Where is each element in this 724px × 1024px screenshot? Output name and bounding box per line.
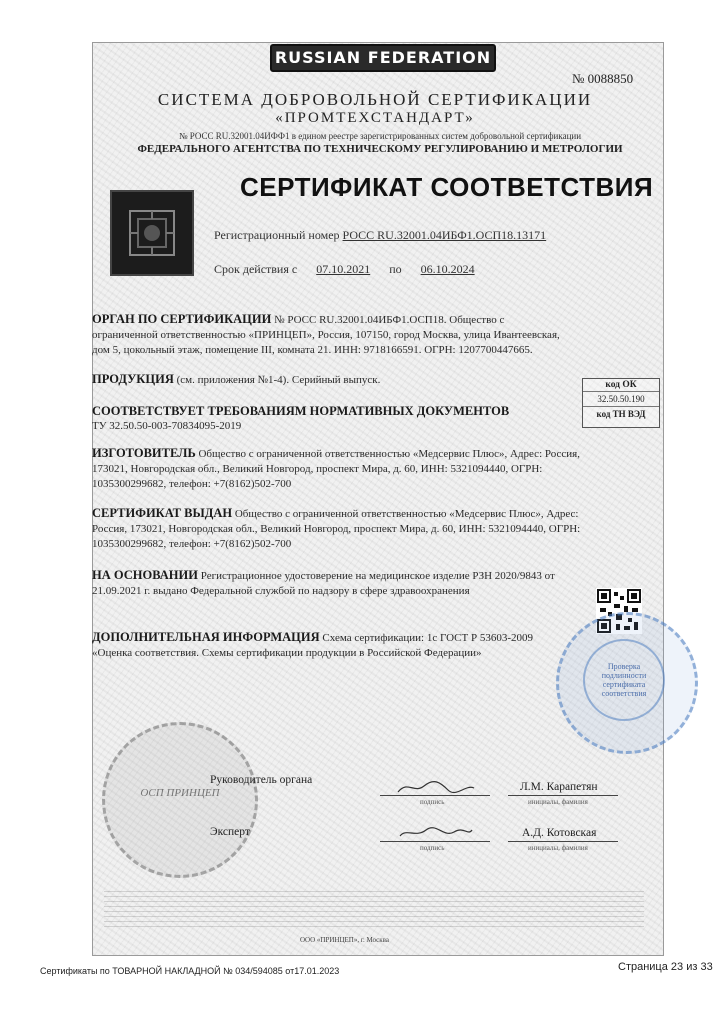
certificate-title: СЕРТИФИКАТ СООТВЕТСТВИЯ <box>240 172 654 202</box>
certification-body-seal <box>102 722 258 878</box>
system-registry-note: № РОСС RU.32001.04ИФФ1 в едином реестре зарегистрированных систем добровольной сертификации <box>178 131 582 141</box>
section-product-heading: ПРОДУКЦИЯ <box>92 372 174 386</box>
system-name: «ПРОМТЕХСТАНДАРТ» <box>275 110 475 126</box>
section-product-text: (см. приложения №1-4). Серийный выпуск. <box>176 374 381 386</box>
section-manufacturer-heading: ИЗГОТОВИТЕЛЬ <box>92 446 196 460</box>
fine-print-notice <box>104 887 644 927</box>
section-additional-text: Схема сертификации: 1с ГОСТ Р 53603-2009 «Оценка соответствия. Схемы сертификации продукции в Российской Федерации» <box>92 632 533 659</box>
section-conformity-text: ТУ 32.50.50-003-70834095-2019 <box>92 420 242 432</box>
section-additional <box>92 630 562 661</box>
head-name-caption: инициалы, фамилия <box>528 798 588 806</box>
section-issued-to <box>92 506 612 552</box>
system-title: СИСТЕМА ДОБРОВОЛЬНОЙ СЕРТИФИКАЦИИ <box>157 90 593 109</box>
okpd-label: код ОК <box>583 379 659 392</box>
section-manufacturer <box>92 446 612 492</box>
registration-label: Регистрационный номер <box>214 228 340 242</box>
section-conformity <box>92 404 562 434</box>
head-name: Л.М. Карапетян <box>520 781 598 793</box>
expert-signature-caption: подпись <box>420 844 445 852</box>
validity-to-label: по <box>389 262 402 276</box>
section-manufacturer-text: Общество с ограниченной ответственностью «Медсервис Плюс», Адрес: Россия, 173021, Новгородская обл., Великий Новгород, проспект Мира, д. 60, ИНН: 5321094440, ОГРН: 1035300299682, телефон: +7(8162)502-700 <box>92 448 580 490</box>
agency-name: ФЕДЕРАЛЬНОГО АГЕНТСТВА ПО ТЕХНИЧЕСКОМУ РЕГУЛИРОВАНИЮ И МЕТРОЛОГИИ <box>137 143 623 155</box>
section-issued-to-text: Общество с ограниченной ответственностью «Медсервис Плюс», Адрес: Россия, 173021, Новгородская обл., Великий Новгород, проспект Мира, д. 60, ИНН: 5321094440, ОГРН: 1035300299682, телефон: +7(8162)502-700 <box>92 508 581 550</box>
registration-number <box>214 228 546 243</box>
head-signature-scribble <box>396 778 476 796</box>
verification-stamp <box>556 612 698 754</box>
section-conformity-heading: СООТВЕТСТВУЕТ ТРЕБОВАНИЯМ НОРМАТИВНЫХ ДОКУМЕНТОВ <box>92 404 510 418</box>
section-organ <box>92 312 562 358</box>
validity-period <box>214 262 491 277</box>
section-issued-to-heading: СЕРТИФИКАТ ВЫДАН <box>92 506 233 520</box>
verification-stamp-text: Проверка подлинности сертификата соответствия <box>583 639 665 721</box>
expert-signature-scribble <box>396 824 476 842</box>
section-product <box>92 372 562 388</box>
printer-imprint: ООО «ПРИНЦЕП», г. Москва <box>300 936 389 944</box>
expert-name-caption: инициалы, фамилия <box>528 844 588 852</box>
hologram-seal-icon <box>110 190 194 276</box>
section-organ-heading: ОРГАН ПО СЕРТИФИКАЦИИ <box>92 312 272 326</box>
registration-value: РОСС RU.32001.04ИБФ1.ОСП18.13171 <box>342 228 547 242</box>
validity-to: 06.10.2024 <box>420 262 475 276</box>
head-signature-caption: подпись <box>420 798 445 806</box>
expert-name: А.Д. Котовская <box>522 827 597 839</box>
federation-banner: RUSSIAN FEDERATION <box>270 44 496 72</box>
section-basis-heading: НА ОСНОВАНИИ <box>92 568 198 582</box>
okpd-value: 32.50.50.190 <box>583 392 659 407</box>
section-basis <box>92 568 562 599</box>
footer-invoice-note: Сертификаты по ТОВАРНОЙ НАКЛАДНОЙ № 034/594085 от17.01.2023 <box>40 966 340 976</box>
validity-label: Срок действия с <box>214 262 298 276</box>
classification-codes <box>582 378 660 428</box>
head-signature-label: Руководитель органа <box>210 774 313 786</box>
serial-number: № 0088850 <box>572 71 634 86</box>
footer-page-number: Страница 23 из 33 <box>618 961 713 973</box>
section-additional-heading: ДОПОЛНИТЕЛЬНАЯ ИНФОРМАЦИЯ <box>92 630 320 644</box>
head-name-line <box>508 795 618 796</box>
validity-from: 07.10.2021 <box>316 262 371 276</box>
section-organ-text: № РОСС RU.32001.04ИБФ1.ОСП18. Общество с ограниченной ответственностью «ПРИНЦЕП», Россия, 107150, город Москва, улица Ивантеевская, дом 5, цокольный этаж, помещение III, комната 21. ИНН: 9718166591. ОГРН: 1207700447665. <box>92 314 560 356</box>
section-basis-text: Регистрационное удостоверение на медицинское изделие РЗН 2020/9843 от 21.09.2021 г. выдано Федеральной службой по надзору в сфере здравоохранения <box>92 570 555 597</box>
expert-name-line <box>508 841 618 842</box>
certification-body-seal-text: ОСП ПРИНЦЕП <box>140 787 220 799</box>
expert-signature-label: Эксперт <box>210 826 250 838</box>
tnved-label: код ТН ВЭД <box>596 409 646 419</box>
